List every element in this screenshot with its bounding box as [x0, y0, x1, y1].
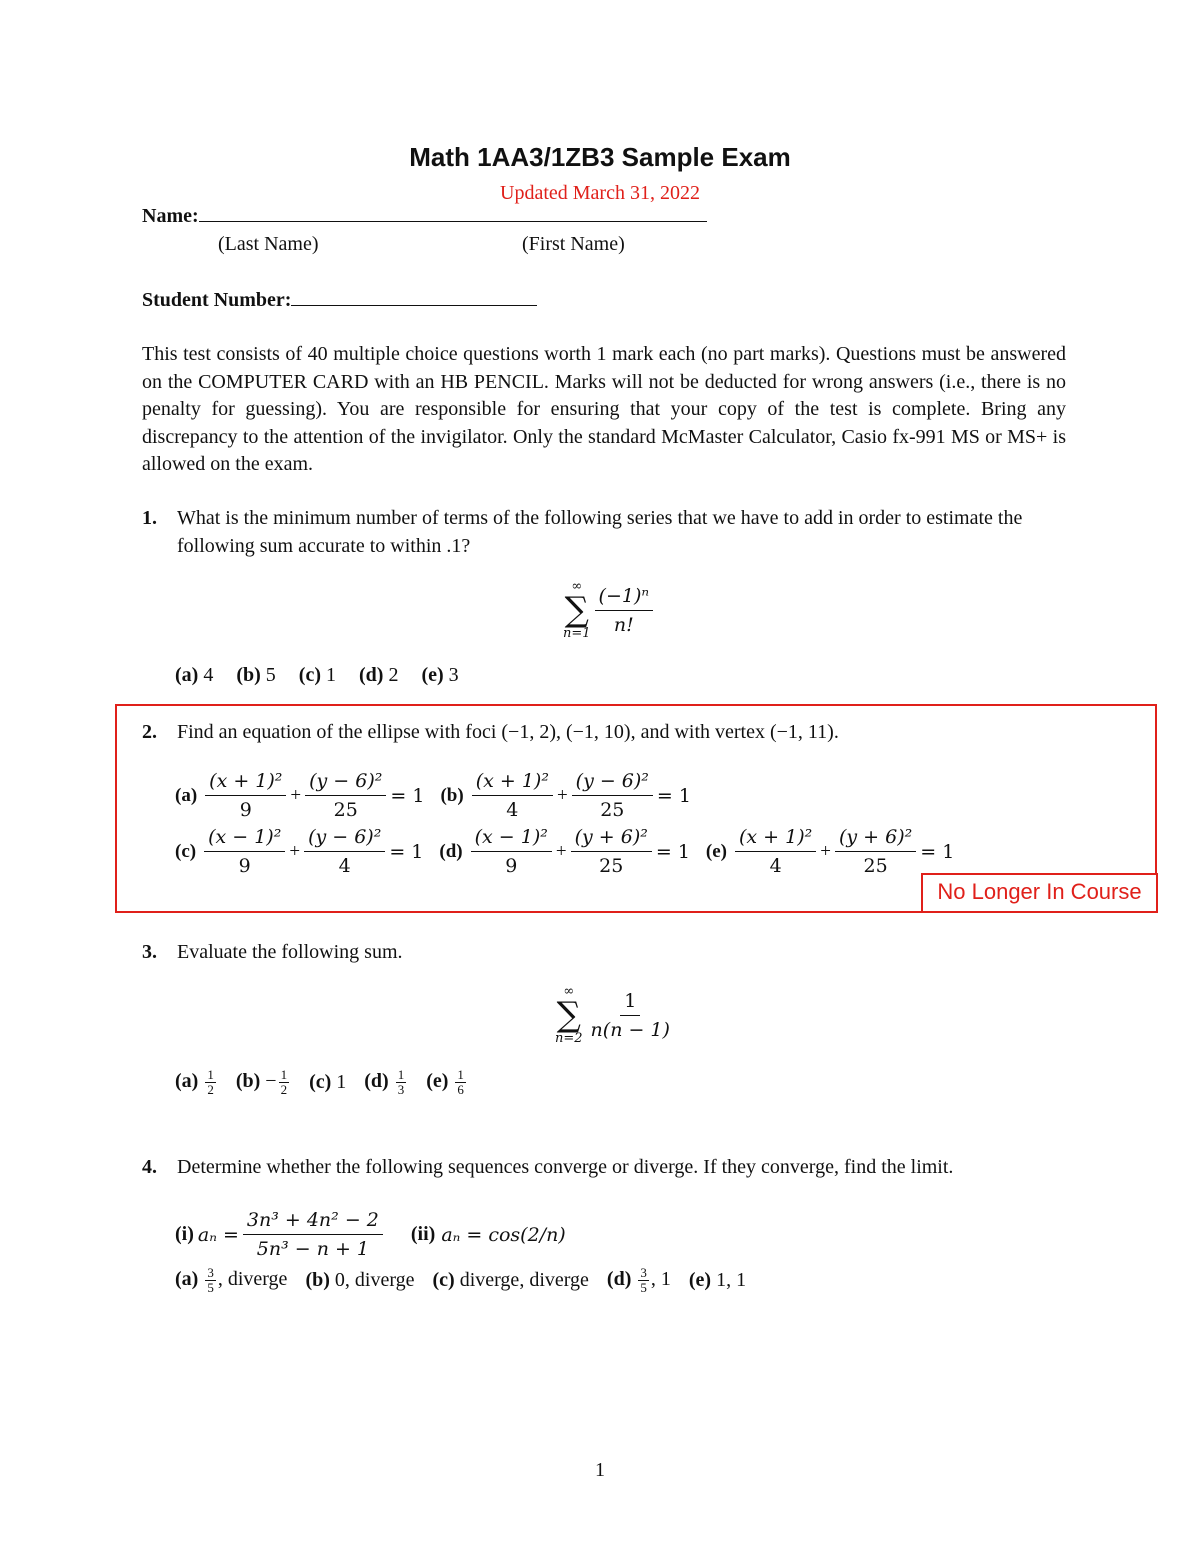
- sum-upper-limit: ∞: [563, 984, 575, 999]
- name-label: Name:: [142, 205, 199, 227]
- name-blank-line: [199, 203, 707, 222]
- first-name-hint: (First Name): [522, 233, 625, 255]
- option-a: (a) $\frac{3}{5}$ , diverge: [175, 1265, 288, 1295]
- updated-note: Updated March 31, 2022: [500, 182, 700, 204]
- sum-numerator: (−1)ⁿ: [595, 584, 654, 611]
- question-4-sequences: (i) aₙ = $\frac{\text{3n³ + 4n² − 2}}{\text{5n³ − n + 1}}$ (ii) aₙ = cos(2/n): [175, 1209, 566, 1260]
- question-2-options-row-1: [175, 769, 707, 822]
- option-e: (e) 1, 1: [688, 1269, 747, 1291]
- question-1-formula: [563, 577, 657, 640]
- instructions-paragraph: This test consists of 40 multiple choice questions worth 1 mark each (no part marks). Questions must be answered on the COMPUTER CARD with an HB PENCIL. Marks will not be deducted for wrong answers (i.e., there is no penalty for guessing). You are responsible for ensuring that your copy of the test is complete. Bring any discrepancy to the attention of the invigilator. Only the standard McMaster Calculator, Casio fx-991 MS or MS+ is allowed on the exam.: [142, 343, 1066, 475]
- option-b: (b) $\frac{\text{(x + 1)²}}{4}$ + $\frac{\text{(y − 6)²}}{25}$ = 1: [440, 770, 691, 821]
- sum-upper-limit: ∞: [571, 579, 583, 594]
- question-3-formula: [555, 982, 678, 1045]
- page-number: 1: [595, 1459, 605, 1481]
- option-d: (d) 2: [358, 664, 399, 686]
- question-4-options: [175, 1266, 764, 1295]
- sum-numerator: 1: [620, 989, 640, 1016]
- option-d: (d) $\frac{\text{(x − 1)²}}{9}$ + $\frac{\text{(y + 6)²}}{25}$ = 1: [439, 826, 690, 877]
- option-c: (c) diverge, diverge: [432, 1269, 589, 1291]
- option-c: (c) $\frac{\text{(x − 1)²}}{9}$ + $\frac{\text{(y − 6)²}}{4}$ = 1: [175, 826, 424, 877]
- student-number-label: Student Number:: [142, 289, 292, 311]
- sum-lower-limit: n=2: [555, 1031, 583, 1046]
- option-c: (c) 1: [309, 1071, 347, 1093]
- no-longer-in-course-stamp: No Longer In Course: [921, 873, 1158, 913]
- option-a: (a) $\frac{\text{(x + 1)²}}{9}$ + $\frac{\text{(y − 6)²}}{25}$ = 1: [175, 770, 425, 821]
- question-2-options-row-2: [175, 825, 970, 878]
- option-b: (b) 0, diverge: [305, 1269, 415, 1291]
- question-4-number: 4.: [142, 1156, 157, 1178]
- sequence-i-numerator: 3n³ + 4n² − 2: [243, 1208, 383, 1235]
- name-field-row: [142, 203, 707, 228]
- sum-lower-limit: n=1: [563, 626, 591, 641]
- last-name-hint: (Last Name): [218, 233, 319, 255]
- option-b: (b) − $\frac{1}{2}$: [235, 1067, 288, 1097]
- question-1-number: 1.: [142, 507, 157, 529]
- student-number-blank-line: [291, 287, 537, 306]
- question-3-options: [175, 1068, 486, 1097]
- option-e: (e) $\frac{1}{6}$: [426, 1067, 464, 1097]
- option-d: (d) $\frac{3}{5}$ , 1: [606, 1265, 671, 1295]
- sigma-icon: ∑: [556, 995, 581, 1035]
- option-a: (a) 4: [175, 664, 214, 686]
- sequence-i-denominator: 5n³ − n + 1: [256, 1238, 370, 1260]
- question-2-text: Find an equation of the ellipse with foci (−1, 2), (−1, 10), and with vertex (−1, 11).: [177, 721, 839, 743]
- question-1-options: [175, 664, 477, 687]
- sum-denominator: n(n − 1): [590, 1018, 670, 1041]
- option-d: (d) $\frac{1}{3}$: [364, 1067, 405, 1097]
- option-c: (c) 1: [298, 664, 336, 686]
- sigma-icon: ∑: [564, 590, 589, 630]
- sum-denominator: n!: [613, 613, 634, 636]
- exam-title: Math 1AA3/1ZB3 Sample Exam: [409, 142, 791, 172]
- option-b: (b) 5: [236, 664, 276, 686]
- question-4-text: Determine whether the following sequences converge or diverge. If they converge, find the limit.: [177, 1156, 954, 1178]
- question-3-text: Evaluate the following sum.: [177, 941, 403, 963]
- question-2-number: 2.: [142, 721, 157, 743]
- option-e: (e) 3: [421, 664, 459, 686]
- option-e: (e) $\frac{\text{(x + 1)²}}{4}$ + $\frac{\text{(y + 6)²}}{25}$ = 1: [705, 826, 955, 877]
- question-1-text: What is the minimum number of terms of the following series that we have to add in order to estimate the following sum accurate to within .1?: [177, 507, 1023, 557]
- option-a: (a) $\frac{1}{2}$: [175, 1067, 214, 1097]
- student-number-row: [142, 287, 537, 312]
- question-3-number: 3.: [142, 941, 157, 963]
